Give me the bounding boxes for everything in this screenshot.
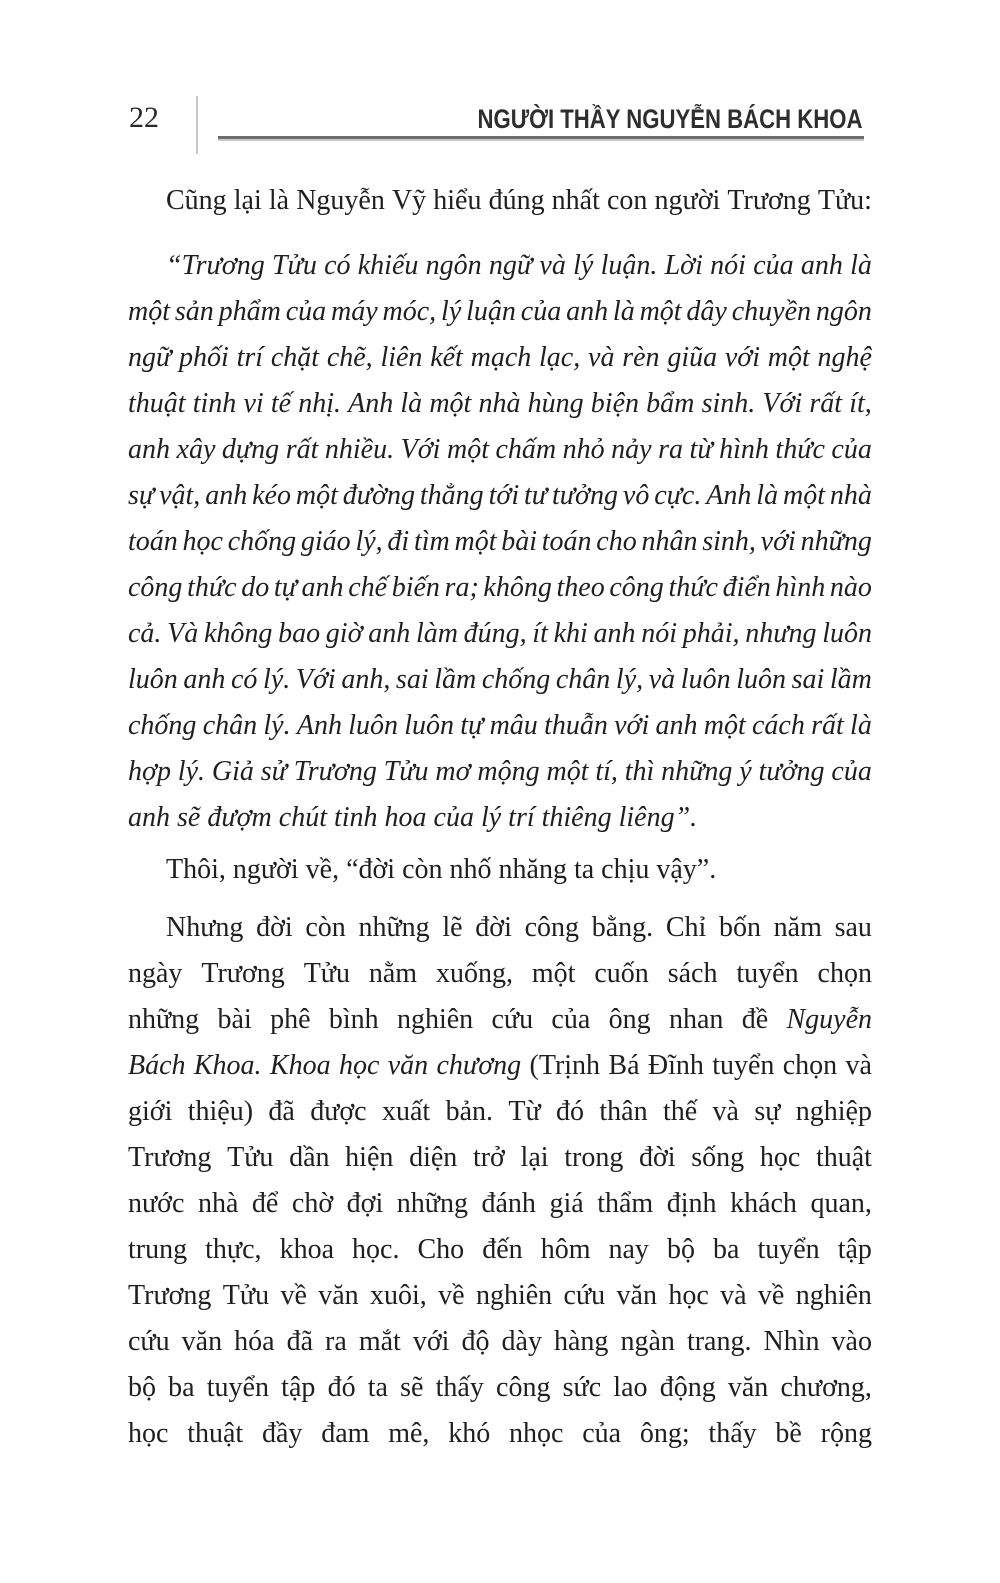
- quote-paragraph: [128, 243, 872, 841]
- text-line: nước nhà để chờ đợi những đánh giá thẩm định khách quan,: [128, 1188, 872, 1219]
- text-line: học thuật đầy đam mê, khó nhọc của ông; thấy bề rộng: [128, 1418, 872, 1449]
- legacy-paragraph: [128, 905, 872, 1457]
- text-line: giới thiệu) đã được xuất bản. Từ đó thân thế và sự nghiệp: [128, 1096, 872, 1127]
- intro-paragraph: [128, 178, 872, 224]
- text-line: Bách Khoa. Khoa học văn chương (Trịnh Bá Đĩnh tuyển chọn và: [128, 1050, 872, 1081]
- text-line: Trương Tửu dần hiện diện trở lại trong đời sống học thuật: [128, 1142, 872, 1173]
- text-line: Cũng lại là Nguyễn Vỹ hiểu đúng nhất con người Trương Tửu:: [166, 185, 872, 216]
- header-rule: [218, 136, 864, 141]
- text-line: toán học chống giáo lý, đi tìm một bài toán cho nhân sinh, với những: [128, 526, 872, 557]
- text-line: anh sẽ đượm chút tinh hoa của lý trí thiêng liêng”.: [128, 802, 698, 833]
- text-line: cả. Và không bao giờ anh làm đúng, ít khi anh nói phải, nhưng luôn: [128, 618, 872, 649]
- closing-line: [128, 847, 872, 893]
- text-line: trung thực, khoa học. Cho đến hôm nay bộ ba tuyển tập: [128, 1234, 872, 1265]
- text-line: chống chân lý. Anh luôn luôn tự mâu thuẫn với anh một cách rất là: [128, 710, 872, 741]
- text-line: luôn anh có lý. Với anh, sai lầm chống chân lý, và luôn luôn sai lầm: [128, 664, 872, 695]
- header-divider: [196, 96, 198, 154]
- text-line: Thôi, người về, “đời còn nhố nhăng ta chịu vậy”.: [166, 854, 717, 885]
- text-line: một sản phẩm của máy móc, lý luận của anh là một dây chuyền ngôn: [128, 296, 872, 327]
- text-line: cứu văn hóa đã ra mắt với độ dày hàng ngàn trang. Nhìn vào: [128, 1326, 872, 1357]
- text-line: ngày Trương Tửu nằm xuống, một cuốn sách tuyển chọn: [128, 958, 872, 989]
- text-line: anh xây dựng rất nhiều. Với một chấm nhỏ nảy ra từ hình thức của: [128, 434, 872, 465]
- text-line: Trương Tửu về văn xuôi, về nghiên cứu văn học và về nghiên: [128, 1280, 872, 1311]
- text-line: “Trương Tửu có khiếu ngôn ngữ và lý luận. Lời nói của anh là: [166, 250, 872, 281]
- text-line: sự vật, anh kéo một đường thẳng tới tư tưởng vô cực. Anh là một nhà: [128, 480, 872, 511]
- page-number: 22: [129, 101, 159, 134]
- text-line: thuật tinh vi tế nhị. Anh là một nhà hùng biện bẩm sinh. Với rất ít,: [128, 388, 872, 419]
- body-text: [128, 178, 872, 1457]
- text-line: công thức do tự anh chế biến ra; không theo công thức điển hình nào: [128, 572, 872, 603]
- text-line: ngữ phối trí chặt chẽ, liên kết mạch lạc, và rèn giũa với một nghệ: [128, 342, 872, 373]
- text-line: Nhưng đời còn những lẽ đời công bằng. Chỉ bốn năm sau: [166, 912, 872, 943]
- running-header-title: NGƯỜI THẦY NGUYỄN BÁCH KHOA: [477, 104, 862, 134]
- text-line: những bài phê bình nghiên cứu của ông nhan đề Nguyễn: [128, 1004, 872, 1035]
- text-line: hợp lý. Giả sử Trương Tửu mơ mộng một tí, thì những ý tưởng của: [128, 756, 872, 787]
- text-line: bộ ba tuyển tập đó ta sẽ thấy công sức lao động văn chương,: [128, 1372, 872, 1403]
